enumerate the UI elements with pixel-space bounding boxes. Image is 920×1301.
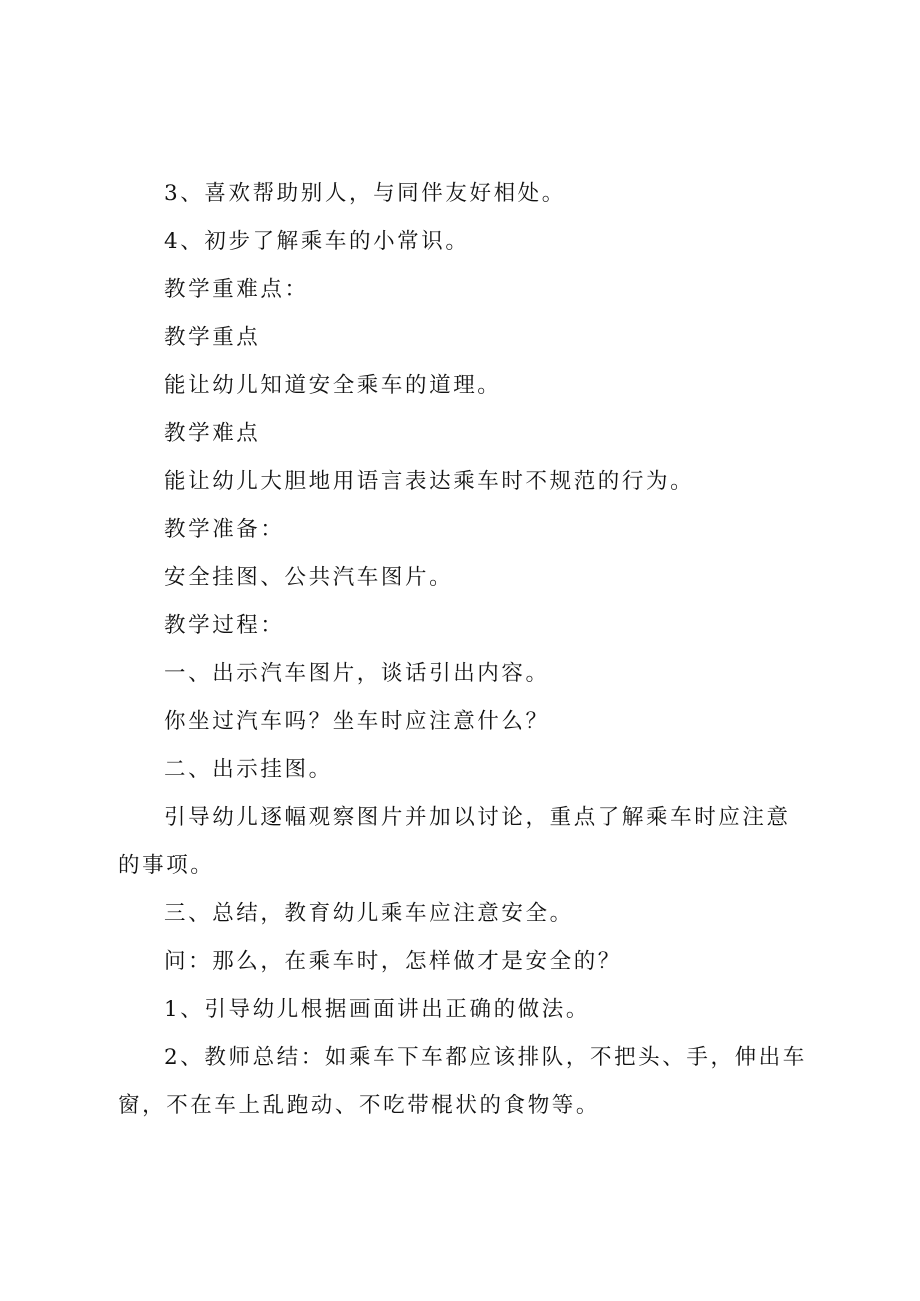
process-step-1-question: 你坐过汽车吗？坐车时应注意什么？ <box>164 709 550 734</box>
process-step-3-question: 问：那么，在乘车时，怎样做才是安全的？ <box>164 949 622 974</box>
section-heading-preparation: 教学准备： <box>164 517 285 542</box>
objective-4: 4、初步了解乘车的小常识。 <box>164 229 470 254</box>
objective-3: 3、喜欢帮助别人，与同伴友好相处。 <box>164 181 566 206</box>
difficult-point-text: 能让幼儿大胆地用语言表达乘车时不规范的行为。 <box>164 469 695 494</box>
subheading-difficult-point: 教学难点 <box>164 421 261 446</box>
process-step-3-item-1: 1、引导幼儿根据画面讲出正确的做法。 <box>164 997 590 1022</box>
process-step-2: 二、出示挂图。 <box>164 757 333 782</box>
subheading-key-point: 教学重点 <box>164 325 261 350</box>
preparation-text: 安全挂图、公共汽车图片。 <box>164 565 454 590</box>
process-step-3: 三、总结，教育幼儿乘车应注意安全。 <box>164 901 574 926</box>
process-step-2-text: 引导幼儿逐幅观察图片并加以讨论，重点了解乘车时应注意的事项。 <box>118 805 791 878</box>
key-point-text: 能让幼儿知道安全乘车的道理。 <box>164 373 502 398</box>
section-heading-process: 教学过程： <box>164 613 285 638</box>
section-heading-key-difficult-points: 教学重难点： <box>164 277 309 302</box>
process-step-3-item-2: 2、教师总结：如乘车下车都应该排队，不把头、手，伸出车窗，不在车上乱跑动、不吃带棍状的食物等。 <box>118 1045 807 1118</box>
process-step-1: 一、出示汽车图片，谈话引出内容。 <box>164 661 550 686</box>
document-body <box>118 170 808 1130</box>
